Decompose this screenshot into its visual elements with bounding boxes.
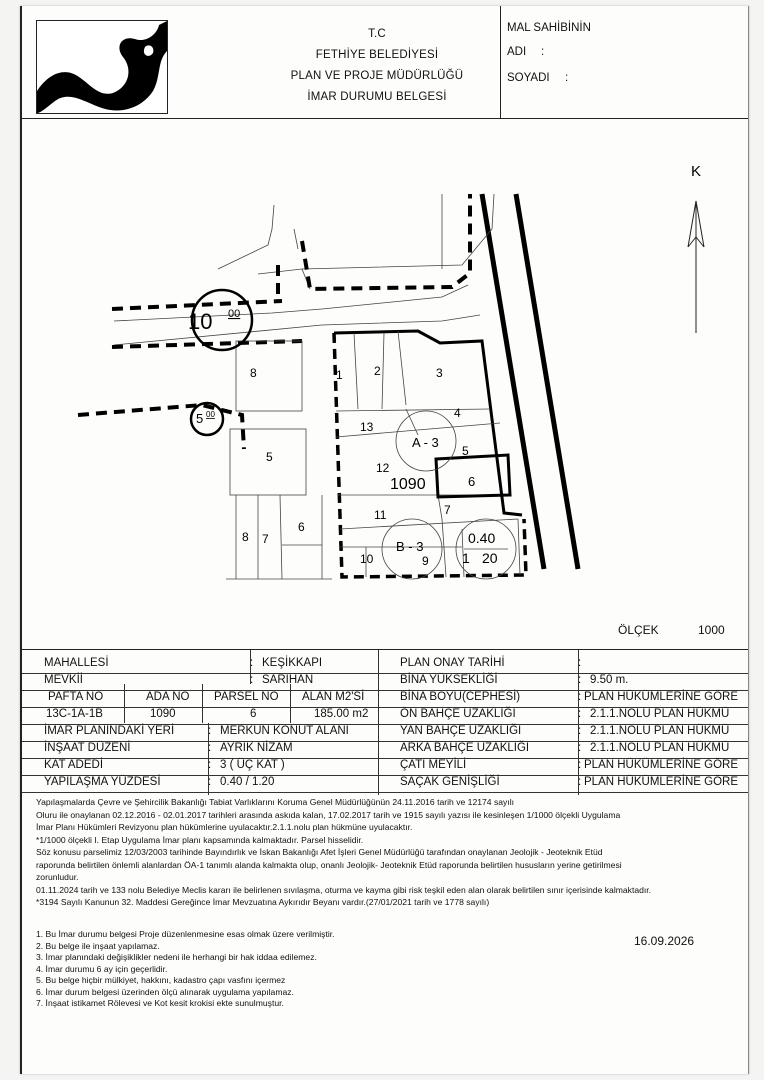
alan-value: 185.00 m2: [314, 708, 369, 720]
yukseklik-value: 9.50 m.: [590, 674, 629, 686]
scale-label: ÖLÇEK: [618, 623, 659, 637]
arka-value: 2.1.1.NOLU PLAN HÜKMÜ: [590, 742, 730, 754]
note-item: 6. İmar durum belgesi üzerinden ölçü alınarak uygulama yapılamaz.: [36, 986, 294, 997]
parcel-label-3: 3: [436, 366, 443, 380]
owner-surname-label: SOYADI: [507, 72, 550, 84]
sacak-label: SAÇAK GENİŞLİĞİ: [400, 776, 500, 788]
municipality-logo: [36, 20, 168, 114]
paragraph-line: zorunludur.: [36, 872, 79, 882]
title-block: [277, 24, 477, 108]
on-value: 2.1.1.NOLU PLAN HÜKMÜ: [590, 708, 730, 720]
ratio-bottom-label: 20: [482, 550, 498, 566]
note-item: 3. İmar planındaki değişiklikler nedeni ile herhangi bir hak iddaa edilemez.: [36, 952, 317, 962]
paragraph-line: İmar Planı Hükümleri Revizyonu plan hükümlerine uyulacaktır.2.1.1.nolu plan hükmüne uyulacaktır.: [36, 822, 413, 832]
row-mahalle: MAHALLESİ : KEŞİKKAPI PLAN ONAY TARİHİ :: [22, 656, 748, 674]
boyu-value: PLAN HÜKÜMLERİNE GÖRE: [584, 691, 739, 703]
parsel-value: 6: [250, 708, 257, 720]
row-yapilasma: YAPILAŞMA YÜZDESİ : 0.40 / 1.20 SAÇAK GENİŞLİĞİ : PLAN HÜKÜMLERİNE GÖRE: [22, 775, 748, 793]
row-mevki: MEVKİİ : SARIHAN BİNA YÜKSEKLİĞİ : 9.50 m.: [22, 673, 748, 691]
parsel-header: PARSEL NO: [214, 691, 279, 703]
paragraph-line: 01.11.2024 tarih ve 133 nolu Belediye Meclis kararı ile belirlenen sıvılaşma, oturma ve kayma gibi risk teşkil eden alan olarak belirtilen sınır içerisinde kalmaktadır.: [36, 884, 652, 895]
note-item: 4. İmar durumu 6 ay için geçerlidir.: [36, 963, 168, 974]
ada-header: ADA NO: [146, 691, 190, 703]
kat-label: KAT ADEDİ: [44, 759, 104, 771]
zoning-map: [22, 119, 748, 649]
parcel-label-10: 10: [360, 552, 374, 566]
insaat-value: AYRIK NİZAM: [220, 742, 293, 754]
cati-value: PLAN HÜKÜMLERİNE GÖRE: [584, 759, 739, 771]
pafta-header: PAFTA NO: [48, 691, 104, 703]
arka-label: ARKA BAHÇE UZAKLIĞI: [400, 742, 530, 754]
mahalle-value: KEŞİKKAPI: [262, 657, 323, 669]
on-label: ÖN BAHÇE UZAKLIĞI: [400, 708, 516, 720]
title-line-directorate: PLAN VE PROJE MÜDÜRLÜĞÜ: [290, 70, 464, 82]
paragraph-line: Söz konusu parselimiz 12/03/2003 tarihinde Bayındırlık ve İskan Bakanlığı Afet İşleri Genel Müdürlüğü tarafından onaylanan Jeolojik - Jeoteknik Etüd: [36, 847, 603, 857]
document-header: [22, 6, 748, 119]
parcel-label-13: 13: [360, 420, 374, 434]
yan-label: YAN BAHÇE UZAKLIĞI: [400, 725, 522, 737]
block-number-label: 1090: [390, 476, 426, 493]
row-kat: KAT ADEDİ : 3 ( ÜÇ KAT ) ÇATI MEYİLİ : PLAN HÜKÜMLERİNE GÖRE: [22, 758, 748, 776]
paragraph-line: *1/1000 ölçekli I. Etap Uygulama İmar planı kapsamında kalmaktadır. Parsel hisselidir.: [36, 834, 364, 845]
insaat-label: İNŞAAT DÜZENİ: [44, 742, 131, 754]
parcel-label-5: 5: [462, 444, 469, 458]
boyu-label: BİNA BOYU(CEPHESİ): [400, 691, 521, 703]
kat-value: 3 ( ÜÇ KAT ): [220, 759, 285, 771]
yapilasma-value: 0.40 / 1.20: [220, 776, 275, 788]
parcel-label-2: 2: [374, 364, 381, 378]
owner-box: [500, 6, 749, 118]
pafta-value: 13C-1A-1B: [46, 708, 103, 720]
zoning-certificate: [20, 6, 749, 1074]
info-table: [22, 649, 748, 795]
row-pafta-header: PAFTA NO ADA NO PARSEL NO ALAN M2'Sİ BİNA BOYU(CEPHESİ) : PLAN HÜKÜMLERİNE GÖRE: [22, 690, 748, 708]
note-item: 7. İnşaat istikamet Rölevesi ve Kot kesit krokisi ekte sunulmuştur.: [36, 998, 284, 1008]
note-item: 5. Bu belge hiçbir mülkiyet, hakkını, kadastro çapı vasfını içermez: [36, 975, 286, 985]
parcel-label-11: 11: [374, 508, 387, 522]
ratio-bottom-prefix: 1: [462, 550, 470, 566]
title-line-tc: T.C: [368, 28, 386, 40]
row-pafta-values: 13C-1A-1B 1090 6 185.00 m2 ÖN BAHÇE UZAKLIĞI : 2.1.1.NOLU PLAN HÜKMÜ: [22, 707, 748, 725]
parcel-label-7: 7: [444, 503, 451, 517]
owner-title: MAL SAHİBİNİN: [507, 22, 591, 34]
row-insaat: İNŞAAT DÜZENİ : AYRIK NİZAM ARKA BAHÇE UZAKLIĞI : 2.1.1.NOLU PLAN HÜKMÜ: [22, 741, 748, 759]
road-width-small-sup: 00: [206, 410, 215, 419]
issue-date: 16.09.2026: [634, 934, 695, 948]
parcel-label-4: 4: [454, 406, 461, 420]
parcel-label-5-west: 5: [266, 450, 273, 464]
parcel-label-6: 6: [468, 474, 476, 489]
parcel-label-1: 1: [336, 368, 343, 382]
parcel-label-8-bottom: 8: [242, 530, 249, 544]
road-width-sup: 00: [228, 308, 241, 320]
ratio-top-label: 0.40: [468, 530, 496, 546]
note-item: 2. Bu belge ile inşaat yapılamaz.: [36, 940, 160, 951]
plan-yeri-value: MERKUN KONUT ALANI: [220, 725, 349, 737]
owner-name-colon: :: [541, 46, 545, 58]
yapilasma-label: YAPILAŞMA YÜZDESİ: [44, 776, 161, 788]
scale-value: 1000: [698, 623, 725, 637]
owner-surname-colon: :: [565, 72, 569, 84]
mahalle-label: MAHALLESİ: [44, 657, 109, 669]
mevki-label: MEVKİİ: [44, 674, 83, 686]
yan-value: 2.1.1.NOLU PLAN HÜKMÜ: [590, 725, 730, 737]
parcel-label-6-west: 6: [298, 520, 305, 534]
paragraph-line: raporunda belirtilen önlemli alanlardan ÖA-1 tanımlı alanda kalmakta olup, onanlı Jeolojik- Jeoteknik Etüd raporunda belirtilen hususların yerine getirilmesi: [36, 859, 622, 870]
cati-label: ÇATI MEYİLİ: [400, 759, 467, 771]
north-label: K: [691, 163, 702, 180]
onay-label: PLAN ONAY TARİHİ: [400, 657, 505, 669]
sacak-value: PLAN HÜKÜMLERİNE GÖRE: [584, 776, 739, 788]
mevki-value: SARIHAN: [262, 674, 314, 686]
block-b-label: B - 3: [396, 539, 424, 554]
block-a-label: A - 3: [412, 435, 439, 450]
road-width-small-label: 5: [196, 411, 204, 426]
paragraph-line: *3194 Sayılı Kanunun 32. Maddesi Gereğince İmar Mevzuatına Aykırıdır Beyanı vardır.(27/01/2021 tarih ve 1778 sayılı): [36, 897, 490, 907]
parcel-label-9: 9: [422, 554, 429, 568]
road-edge-right: [516, 194, 578, 569]
paragraph-line: Yapılaşmalarda Çevre ve Şehircilik Bakanlığı Tabiat Varlıklarını Koruma Genel Müdürlüğünün 24.11.2016 tarih ve 12174 sayılı: [36, 797, 515, 807]
ada-value: 1090: [150, 708, 176, 720]
paragraph-line: Oluru ile onaylanan 02.12.2016 - 02.01.2017 tarihleri arasında askıda kalan, 17.02.2017 tarih ve 1915 sayılı yazısı ile kesinleşen 1/1000 ölçekli Uygulama: [36, 809, 621, 820]
plan-yeri-label: İMAR PLANINDAKİ YERİ: [44, 725, 175, 737]
parcel-label-8-top: 8: [250, 366, 257, 380]
notes-list: [36, 929, 335, 1010]
parcel-label-7-west: 7: [262, 532, 269, 546]
north-arrow-icon: [688, 201, 704, 333]
title-line-municipality: FETHİYE BELEDİYESİ: [315, 49, 439, 61]
conditions-paragraph: [36, 796, 742, 909]
parcel-label-12: 12: [376, 461, 390, 475]
note-item: 1. Bu İmar durumu belgesi Proje düzenlenmesine esas olmak üzere verilmiştir.: [36, 929, 335, 939]
yukseklik-label: BİNA YÜKSEKLİĞİ: [400, 674, 498, 686]
row-plan-yeri: İMAR PLANINDAKİ YERİ : MERKUN KONUT ALANI YAN BAHÇE UZAKLIĞI : 2.1.1.NOLU PLAN HÜKMÜ: [22, 724, 748, 742]
alan-header: ALAN M2'Sİ: [302, 691, 365, 703]
owner-name-label: ADI: [507, 46, 527, 58]
title-line-document: İMAR DURUMU BELGESİ: [307, 91, 447, 103]
road-width-label: 10: [188, 309, 213, 334]
